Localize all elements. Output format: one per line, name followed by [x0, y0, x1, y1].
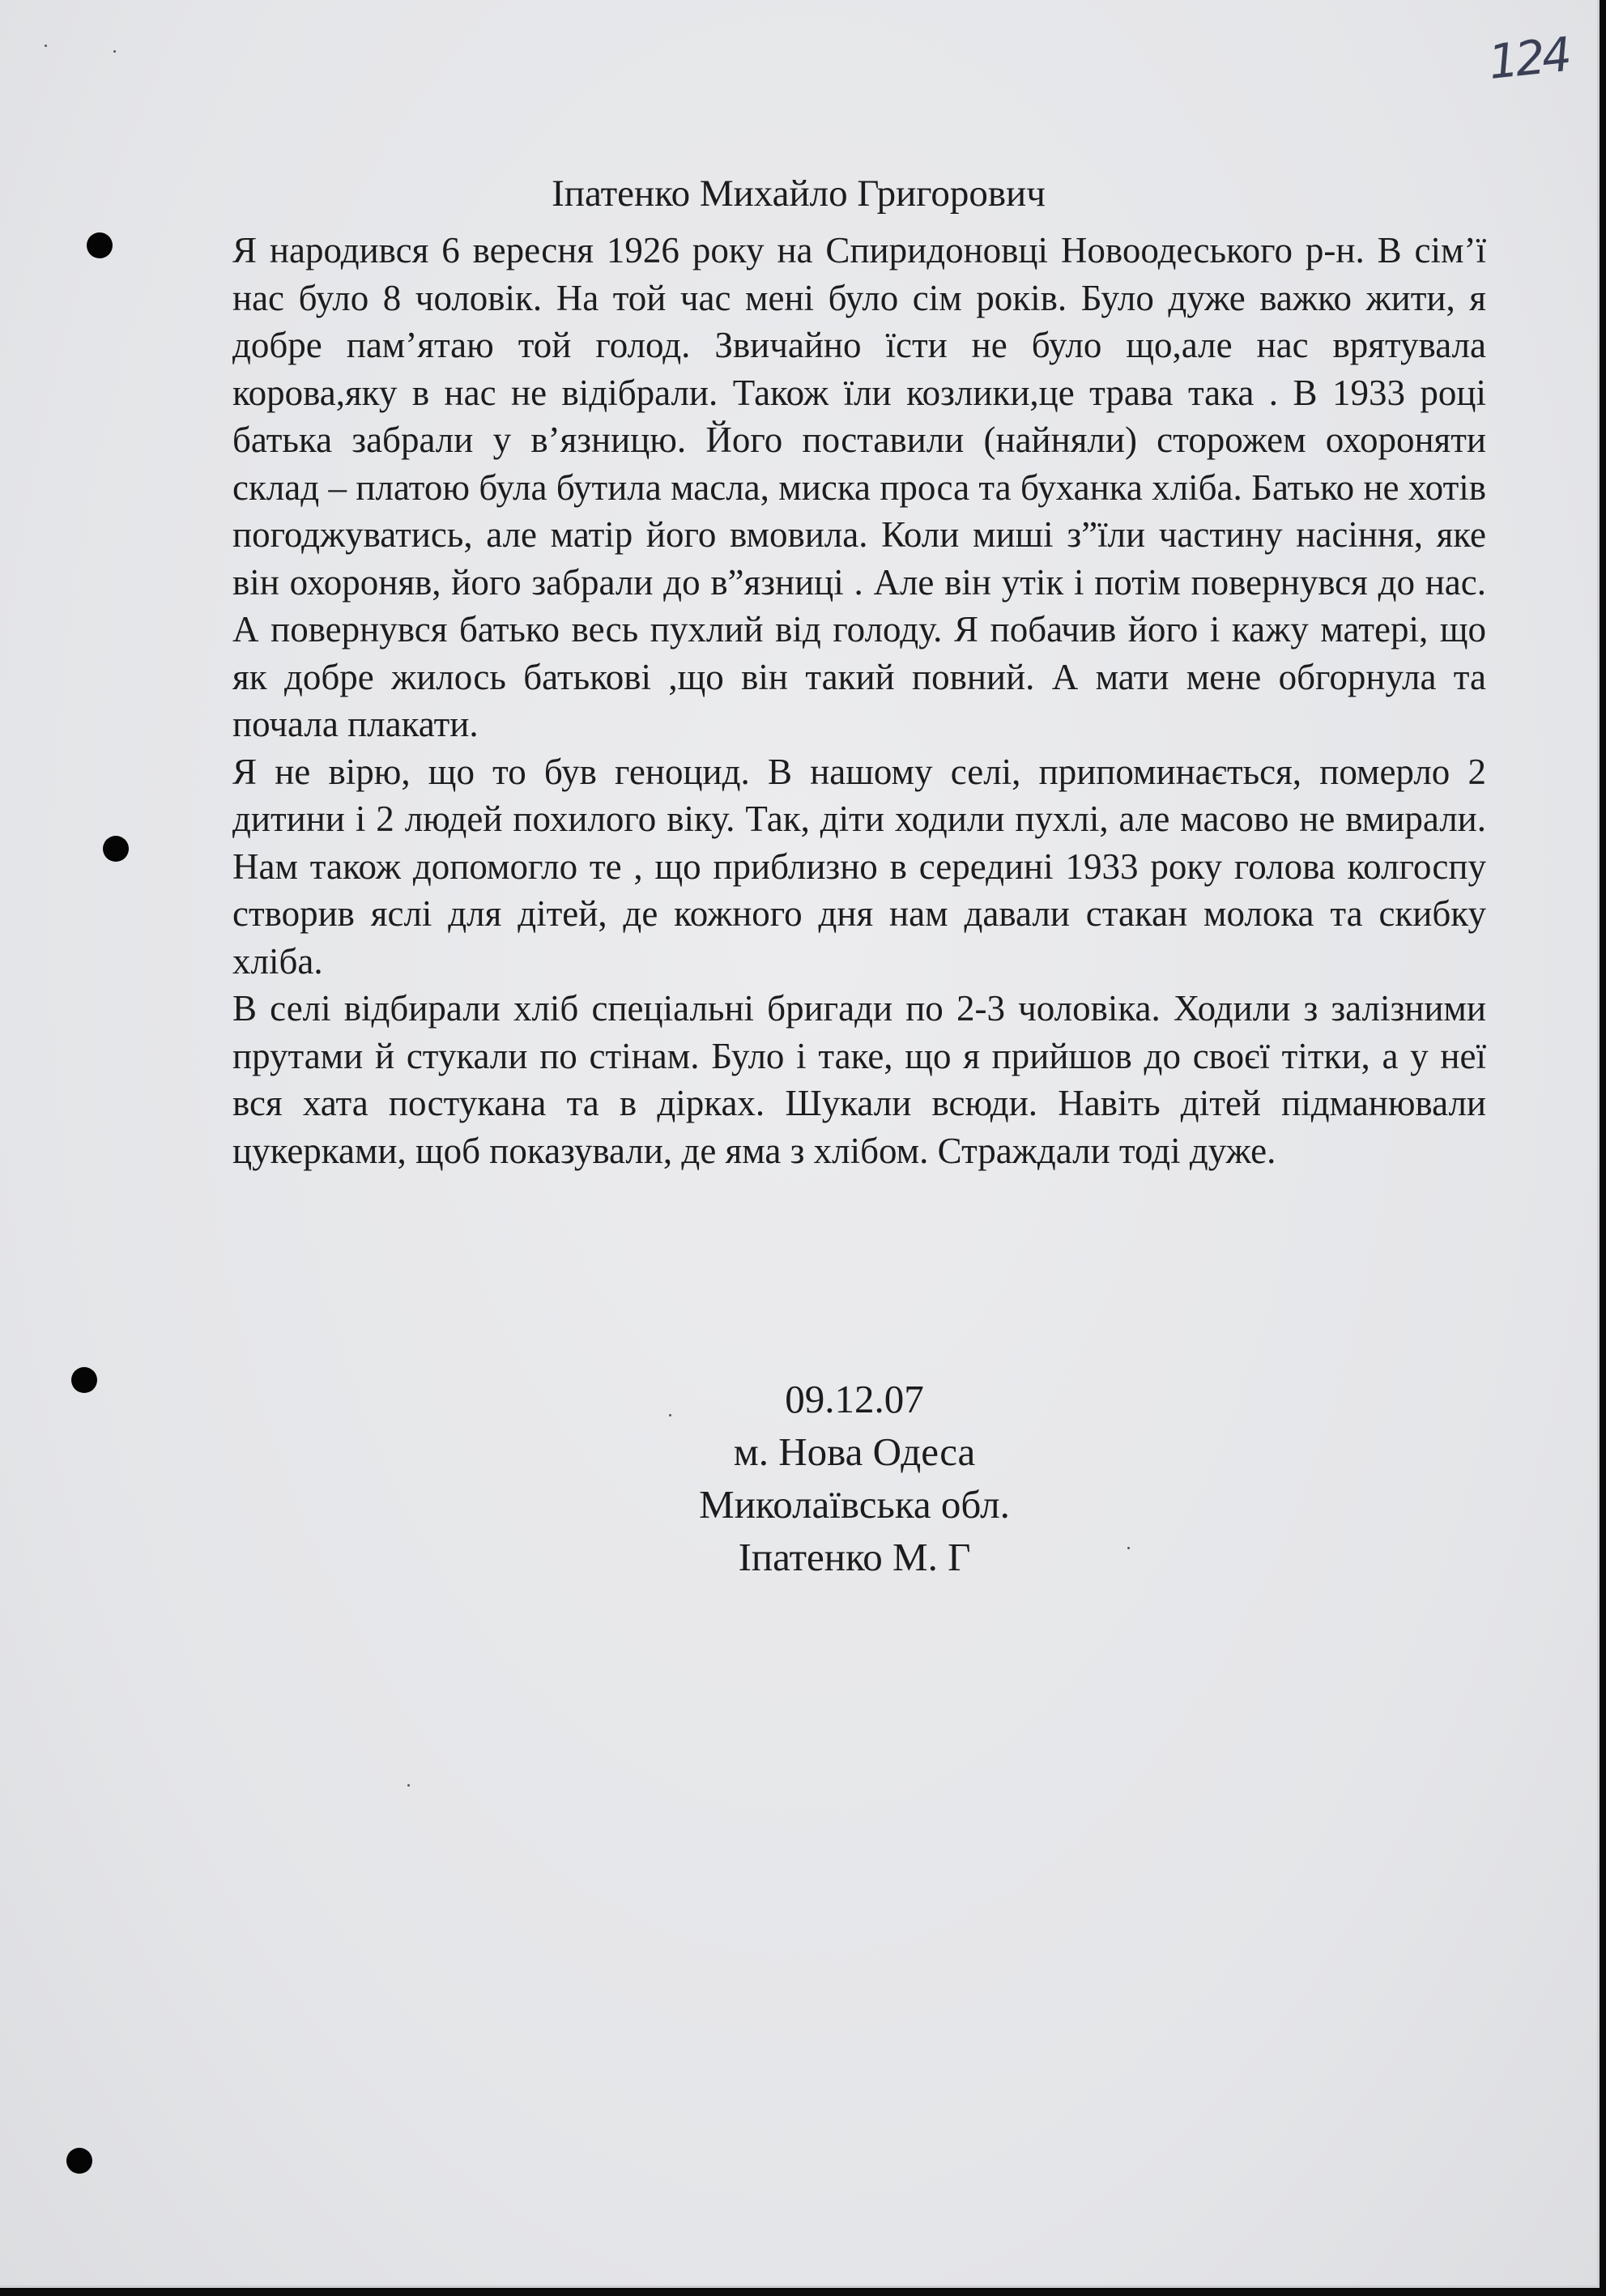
- page-number: 124: [1485, 27, 1572, 90]
- signature-region: Миколаївська обл.: [699, 1482, 1010, 1527]
- signature-name: Іпатенко М. Г: [738, 1535, 971, 1579]
- punch-hole: [87, 232, 113, 258]
- paper-speck: [45, 45, 47, 47]
- paragraph: Я не вірю, що то був геноцид. В нашому селі, припоминається, померло 2 дитини і 2 людей похилого віку. Так, діти ходили пухлі, але масово не вмирали. Нам також допомогло те , що приблизно в середині 1933 року голова колгоспу створив яслі для дітей, де кожного дня нам давали стакан молока та скибку хліба.: [232, 751, 1486, 982]
- document-title: Іпатенко Михайло Григорович: [552, 173, 1046, 215]
- testimony-text: [232, 227, 1486, 1174]
- signature-block: [0, 1373, 1606, 1583]
- paper-speck: [113, 50, 116, 53]
- paragraph: В селі відбирали хліб спеціальні бригади по 2-3 чоловіка. Ходили з залізними прутами й стукали по стінам. Було і таке, що я прийшов до своєї тітки, а у неї вся хата постукана та в дірках. Шукали всюди. Навіть дітей підманювали цукерками, щоб показували, де яма з хлібом. Страждали тоді дуже.: [232, 988, 1486, 1171]
- punch-hole: [103, 836, 129, 862]
- paper-speck: [407, 1784, 410, 1787]
- signature-date: 09.12.07: [785, 1377, 924, 1421]
- punch-hole: [66, 2148, 92, 2174]
- paragraph: Я народився 6 вересня 1926 року на Спиридоновці Новоодеського р-н. В сім’ї нас було 8 чоловік. На той час мені було сім років. Було дуже важко жити, я добре пам’ятаю той голод. Звичайно їсти не було що,але нас врятувала корова,яку в нас не відібрали. Також їли козлики,це трава така . В 1933 році батька забрали у в’язницю. Його поставили (найняли) сторожем охороняти склад – платою була бутила масла, миска проса та буханка хліба. Батько не хотів погоджуватись, але матір його вмовила. Коли миші з”їли частину насіння, яке він охороняв, його забрали до в”язниці . Але він утік і потім повернувся до нас. А повернувся батько весь пухлий від голоду. Я побачив його і кажу матері, що як добре жилось батькові ,що він такий повний. А мати мене обгорнула та почала плакати.: [232, 230, 1486, 744]
- signature-city: м. Нова Одеса: [733, 1429, 976, 1474]
